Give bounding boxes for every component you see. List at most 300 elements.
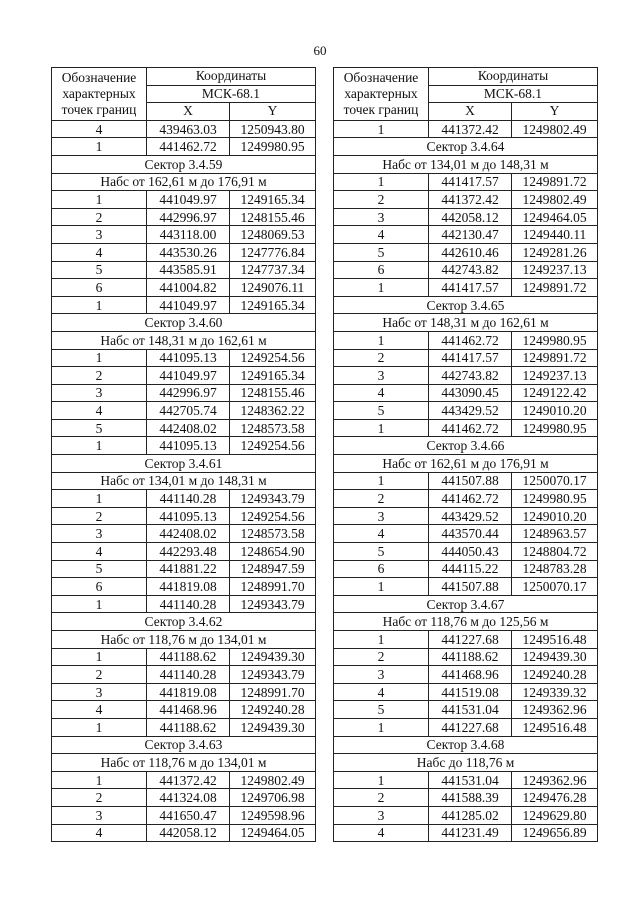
sector-range: Набс до 118,76 м [334, 754, 598, 772]
y-coordinate-cell: 1249254.56 [230, 437, 316, 455]
point-number-cell: 4 [52, 243, 147, 261]
x-coordinate-cell: 443570.44 [429, 525, 512, 543]
point-number-cell: 4 [52, 701, 147, 719]
table-row [334, 718, 598, 736]
x-coordinate-cell: 444050.43 [429, 543, 512, 561]
y-header: Y [230, 103, 316, 121]
x-coordinate-cell: 441188.62 [147, 718, 230, 736]
y-coordinate-cell: 1249476.28 [512, 789, 598, 807]
x-coordinate-cell: 443585.91 [147, 261, 230, 279]
sector-title-row [52, 155, 316, 173]
x-coordinate-cell: 442996.97 [147, 208, 230, 226]
y-coordinate-cell: 1248573.58 [230, 525, 316, 543]
x-coordinate-cell: 441227.68 [429, 718, 512, 736]
y-coordinate-cell: 1249362.96 [512, 771, 598, 789]
x-coordinate-cell: 441227.68 [429, 631, 512, 649]
table-row [334, 472, 598, 490]
point-number-cell: 1 [334, 578, 429, 596]
sector-range-row [52, 173, 316, 191]
x-coordinate-cell: 441372.42 [429, 191, 512, 209]
y-coordinate-cell: 1249706.98 [230, 789, 316, 807]
y-coordinate-cell: 1249165.34 [230, 191, 316, 209]
point-number-cell: 3 [52, 525, 147, 543]
table-row [334, 173, 598, 191]
x-coordinate-cell: 441372.42 [429, 120, 512, 138]
sector-range-row [52, 331, 316, 349]
point-number-cell: 2 [52, 789, 147, 807]
table-row [334, 648, 598, 666]
table-row [334, 806, 598, 824]
sector-range: Набс от 162,61 м до 176,91 м [52, 173, 316, 191]
coordinates-table-right [333, 67, 598, 842]
y-coordinate-cell: 1249891.72 [512, 279, 598, 297]
y-coordinate-cell: 1248947.59 [230, 560, 316, 578]
point-number-cell: 4 [334, 226, 429, 244]
point-number-cell: 6 [52, 578, 147, 596]
x-coordinate-cell: 441588.39 [429, 789, 512, 807]
x-coordinate-cell: 442610.46 [429, 243, 512, 261]
designation-header-line: Обозначение [343, 69, 419, 85]
y-coordinate-cell: 1248804.72 [512, 543, 598, 561]
table-row [52, 261, 316, 279]
x-coordinate-cell: 441650.47 [147, 806, 230, 824]
coords-header: Координаты [147, 68, 316, 86]
y-coordinate-cell: 1248362.22 [230, 402, 316, 420]
table-row [334, 208, 598, 226]
coordinates-table-left-body [52, 120, 316, 841]
point-number-cell: 1 [52, 718, 147, 736]
sector-range: Набс от 148,31 м до 162,61 м [334, 314, 598, 332]
table-row [52, 419, 316, 437]
y-coordinate-cell: 1249439.30 [512, 648, 598, 666]
y-coordinate-cell: 1248573.58 [230, 419, 316, 437]
point-number-cell: 3 [52, 384, 147, 402]
point-number-cell: 3 [334, 666, 429, 684]
y-coordinate-cell: 1249237.13 [512, 261, 598, 279]
point-number-cell: 5 [52, 261, 147, 279]
x-coordinate-cell: 441507.88 [429, 578, 512, 596]
sector-title-row [52, 314, 316, 332]
point-number-cell: 2 [52, 208, 147, 226]
table-row [334, 701, 598, 719]
sector-range: Набс от 118,76 м до 134,01 м [52, 631, 316, 649]
point-number-cell: 2 [52, 507, 147, 525]
y-coordinate-cell: 1248155.46 [230, 208, 316, 226]
y-coordinate-cell: 1249343.79 [230, 595, 316, 613]
table-row [334, 226, 598, 244]
x-coordinate-cell: 441468.96 [429, 666, 512, 684]
point-number-cell: 3 [334, 806, 429, 824]
point-number-cell: 4 [52, 120, 147, 138]
x-coordinate-cell: 443429.52 [429, 402, 512, 420]
x-coordinate-cell: 441188.62 [429, 648, 512, 666]
x-coordinate-cell: 441531.04 [429, 771, 512, 789]
point-number-cell: 4 [334, 525, 429, 543]
point-number-cell: 6 [334, 261, 429, 279]
x-coordinate-cell: 441140.28 [147, 595, 230, 613]
y-coordinate-cell: 1249362.96 [512, 701, 598, 719]
designation-header-line: точек границ [61, 101, 137, 117]
y-coordinate-cell: 1249010.20 [512, 402, 598, 420]
point-number-cell: 4 [52, 543, 147, 561]
point-number-cell: 5 [334, 243, 429, 261]
point-number-cell: 2 [334, 349, 429, 367]
sector-range-row [334, 613, 598, 631]
coords-system-header: МСК-68.1 [147, 85, 316, 103]
y-coordinate-cell: 1249281.26 [512, 243, 598, 261]
table-row [52, 402, 316, 420]
page-number: 60 [313, 43, 327, 58]
table-row [334, 419, 598, 437]
point-number-cell: 5 [334, 701, 429, 719]
table-row [334, 120, 598, 138]
y-coordinate-cell: 1249440.11 [512, 226, 598, 244]
table-row [52, 560, 316, 578]
table-row [52, 296, 316, 314]
sector-title-row [334, 138, 598, 156]
y-coordinate-cell: 1249464.05 [230, 824, 316, 842]
table-row [334, 331, 598, 349]
table-row [52, 578, 316, 596]
sector-range: Набс от 162,61 м до 176,91 м [334, 455, 598, 473]
point-number-cell: 1 [52, 490, 147, 508]
coords-system-header: МСК-68.1 [429, 85, 598, 103]
sector-title-row [52, 613, 316, 631]
x-coordinate-cell: 443530.26 [147, 243, 230, 261]
sector-range: Набс от 118,76 м до 134,01 м [52, 754, 316, 772]
point-number-cell: 2 [52, 367, 147, 385]
sector-title: Сектор 3.4.61 [52, 455, 316, 473]
y-coordinate-cell: 1249516.48 [512, 718, 598, 736]
sector-range: Набс от 148,31 м до 162,61 м [52, 331, 316, 349]
y-coordinate-cell: 1249656.89 [512, 824, 598, 842]
table-row [52, 384, 316, 402]
y-coordinate-cell: 1249802.49 [512, 191, 598, 209]
sector-title: Сектор 3.4.62 [52, 613, 316, 631]
point-number-cell: 3 [52, 806, 147, 824]
x-coordinate-cell: 441095.13 [147, 349, 230, 367]
x-coordinate-cell: 443090.45 [429, 384, 512, 402]
table-row [52, 191, 316, 209]
y-coordinate-cell: 1249254.56 [230, 349, 316, 367]
table-row [334, 789, 598, 807]
y-coordinate-cell: 1249891.72 [512, 349, 598, 367]
y-coordinate-cell: 1249439.30 [230, 648, 316, 666]
point-number-cell: 1 [52, 437, 147, 455]
x-coordinate-cell: 441049.97 [147, 367, 230, 385]
point-number-cell: 1 [52, 648, 147, 666]
designation-header [334, 68, 429, 121]
table-row [334, 560, 598, 578]
x-coordinate-cell: 442743.82 [429, 367, 512, 385]
sector-title-row [334, 595, 598, 613]
table-row [334, 631, 598, 649]
sector-range-row [52, 631, 316, 649]
x-coordinate-cell: 441140.28 [147, 666, 230, 684]
y-coordinate-cell: 1249980.95 [230, 138, 316, 156]
point-number-cell: 1 [334, 331, 429, 349]
point-number-cell: 1 [52, 349, 147, 367]
x-coordinate-cell: 442408.02 [147, 419, 230, 437]
sector-title-row [52, 455, 316, 473]
point-number-cell: 5 [334, 543, 429, 561]
table-row [334, 771, 598, 789]
designation-header-line: характерных [62, 85, 136, 101]
point-number-cell: 4 [52, 402, 147, 420]
sector-range: Набс от 118,76 м до 125,56 м [334, 613, 598, 631]
point-number-cell: 4 [334, 384, 429, 402]
x-coordinate-cell: 442293.48 [147, 543, 230, 561]
table-row [52, 648, 316, 666]
x-coordinate-cell: 441507.88 [429, 472, 512, 490]
y-coordinate-cell: 1249240.28 [512, 666, 598, 684]
table-row [334, 543, 598, 561]
table-row [334, 402, 598, 420]
y-coordinate-cell: 1249516.48 [512, 631, 598, 649]
point-number-cell: 1 [52, 771, 147, 789]
y-coordinate-cell: 1248991.70 [230, 683, 316, 701]
table-row [52, 279, 316, 297]
table-row [52, 138, 316, 156]
y-coordinate-cell: 1249439.30 [230, 718, 316, 736]
designation-header-line: Обозначение [61, 69, 137, 85]
table-row [334, 824, 598, 842]
y-coordinate-cell: 1249165.34 [230, 367, 316, 385]
table-row [334, 525, 598, 543]
table-row [334, 367, 598, 385]
sector-title-row [334, 437, 598, 455]
point-number-cell: 1 [334, 631, 429, 649]
y-coordinate-cell: 1249010.20 [512, 507, 598, 525]
x-coordinate-cell: 441285.02 [429, 806, 512, 824]
y-coordinate-cell: 1249339.32 [512, 683, 598, 701]
sector-title: Сектор 3.4.67 [334, 595, 598, 613]
sector-title: Сектор 3.4.59 [52, 155, 316, 173]
x-header: X [429, 103, 512, 121]
point-number-cell: 6 [52, 279, 147, 297]
table-row [52, 771, 316, 789]
point-number-cell: 5 [52, 419, 147, 437]
point-number-cell: 3 [52, 683, 147, 701]
coords-header: Координаты [429, 68, 598, 86]
point-number-cell: 1 [334, 120, 429, 138]
x-coordinate-cell: 441372.42 [147, 771, 230, 789]
x-header: X [147, 103, 230, 121]
x-coordinate-cell: 441531.04 [429, 701, 512, 719]
point-number-cell: 1 [334, 472, 429, 490]
x-coordinate-cell: 441140.28 [147, 490, 230, 508]
point-number-cell: 2 [334, 648, 429, 666]
point-number-cell: 1 [334, 279, 429, 297]
y-coordinate-cell: 1249629.80 [512, 806, 598, 824]
table-row [52, 437, 316, 455]
x-coordinate-cell: 444115.22 [429, 560, 512, 578]
sector-title: Сектор 3.4.64 [334, 138, 598, 156]
x-coordinate-cell: 442408.02 [147, 525, 230, 543]
x-coordinate-cell: 443118.00 [147, 226, 230, 244]
coordinates-table-left [51, 67, 316, 842]
point-number-cell: 3 [334, 507, 429, 525]
point-number-cell: 4 [334, 683, 429, 701]
y-coordinate-cell: 1249598.96 [230, 806, 316, 824]
point-number-cell: 5 [52, 560, 147, 578]
sector-title: Сектор 3.4.63 [52, 736, 316, 754]
sector-range-row [334, 314, 598, 332]
point-number-cell: 1 [52, 296, 147, 314]
y-coordinate-cell: 1248783.28 [512, 560, 598, 578]
x-coordinate-cell: 441462.72 [429, 331, 512, 349]
y-coordinate-cell: 1249076.11 [230, 279, 316, 297]
x-coordinate-cell: 439463.03 [147, 120, 230, 138]
point-number-cell: 1 [334, 173, 429, 191]
point-number-cell: 3 [334, 367, 429, 385]
x-coordinate-cell: 441188.62 [147, 648, 230, 666]
table-row [334, 683, 598, 701]
table-row [52, 806, 316, 824]
table-row [52, 243, 316, 261]
sector-title: Сектор 3.4.65 [334, 296, 598, 314]
sector-range-row [52, 472, 316, 490]
table-row [334, 384, 598, 402]
coordinates-table-right-body [334, 120, 598, 841]
sector-title: Сектор 3.4.68 [334, 736, 598, 754]
table-row [334, 578, 598, 596]
table-row [52, 507, 316, 525]
sector-range-row [52, 754, 316, 772]
point-number-cell: 1 [52, 595, 147, 613]
x-coordinate-cell: 442996.97 [147, 384, 230, 402]
point-number-cell: 2 [334, 191, 429, 209]
sector-range-row [334, 155, 598, 173]
x-coordinate-cell: 441881.22 [147, 560, 230, 578]
y-coordinate-cell: 1249802.49 [230, 771, 316, 789]
point-number-cell: 1 [334, 771, 429, 789]
sector-title: Сектор 3.4.66 [334, 437, 598, 455]
x-coordinate-cell: 442058.12 [147, 824, 230, 842]
table-row [52, 595, 316, 613]
table-row [52, 525, 316, 543]
table-row [52, 824, 316, 842]
point-number-cell: 5 [334, 402, 429, 420]
x-coordinate-cell: 441462.72 [429, 490, 512, 508]
x-coordinate-cell: 442705.74 [147, 402, 230, 420]
table-row [52, 349, 316, 367]
y-coordinate-cell: 1249980.95 [512, 490, 598, 508]
x-coordinate-cell: 441049.97 [147, 296, 230, 314]
point-number-cell: 2 [334, 490, 429, 508]
x-coordinate-cell: 441004.82 [147, 279, 230, 297]
table-row [334, 349, 598, 367]
table-row [52, 789, 316, 807]
point-number-cell: 3 [334, 208, 429, 226]
table-row [52, 208, 316, 226]
y-coordinate-cell: 1249891.72 [512, 173, 598, 191]
x-coordinate-cell: 441519.08 [429, 683, 512, 701]
sector-title-row [334, 296, 598, 314]
table-row [52, 120, 316, 138]
sector-range-row [334, 754, 598, 772]
sector-range: Набс от 134,01 м до 148,31 м [52, 472, 316, 490]
y-coordinate-cell: 1249464.05 [512, 208, 598, 226]
table-row [334, 490, 598, 508]
y-coordinate-cell: 1249240.28 [230, 701, 316, 719]
sector-range: Набс от 134,01 м до 148,31 м [334, 155, 598, 173]
y-coordinate-cell: 1248963.57 [512, 525, 598, 543]
sector-title-row [334, 736, 598, 754]
y-coordinate-cell: 1250070.17 [512, 472, 598, 490]
table-row [334, 279, 598, 297]
point-number-cell: 4 [334, 824, 429, 842]
sector-title: Сектор 3.4.60 [52, 314, 316, 332]
x-coordinate-cell: 442058.12 [429, 208, 512, 226]
y-coordinate-cell: 1249980.95 [512, 419, 598, 437]
y-coordinate-cell: 1249802.49 [512, 120, 598, 138]
table-row [334, 191, 598, 209]
y-coordinate-cell: 1249165.34 [230, 296, 316, 314]
x-coordinate-cell: 441095.13 [147, 437, 230, 455]
table-row [334, 507, 598, 525]
y-coordinate-cell: 1248069.53 [230, 226, 316, 244]
table-row [334, 261, 598, 279]
x-coordinate-cell: 441819.08 [147, 578, 230, 596]
x-coordinate-cell: 441417.57 [429, 279, 512, 297]
designation-header [52, 68, 147, 121]
x-coordinate-cell: 441049.97 [147, 191, 230, 209]
x-coordinate-cell: 441819.08 [147, 683, 230, 701]
y-coordinate-cell: 1249343.79 [230, 666, 316, 684]
x-coordinate-cell: 441417.57 [429, 173, 512, 191]
y-coordinate-cell: 1250070.17 [512, 578, 598, 596]
y-coordinate-cell: 1247776.84 [230, 243, 316, 261]
y-coordinate-cell: 1247737.34 [230, 261, 316, 279]
sector-range-row [334, 455, 598, 473]
y-coordinate-cell: 1249343.79 [230, 490, 316, 508]
point-number-cell: 2 [52, 666, 147, 684]
point-number-cell: 1 [52, 138, 147, 156]
point-number-cell: 4 [52, 824, 147, 842]
y-coordinate-cell: 1248654.90 [230, 543, 316, 561]
y-coordinate-cell: 1248155.46 [230, 384, 316, 402]
x-coordinate-cell: 441462.72 [429, 419, 512, 437]
x-coordinate-cell: 442743.82 [429, 261, 512, 279]
point-number-cell: 1 [334, 419, 429, 437]
y-header: Y [512, 103, 598, 121]
point-number-cell: 1 [52, 191, 147, 209]
y-coordinate-cell: 1248991.70 [230, 578, 316, 596]
designation-header-line: точек границ [343, 101, 419, 117]
point-number-cell: 3 [52, 226, 147, 244]
point-number-cell: 6 [334, 560, 429, 578]
table-row [52, 226, 316, 244]
x-coordinate-cell: 441468.96 [147, 701, 230, 719]
x-coordinate-cell: 441095.13 [147, 507, 230, 525]
table-row [52, 490, 316, 508]
x-coordinate-cell: 443429.52 [429, 507, 512, 525]
x-coordinate-cell: 441417.57 [429, 349, 512, 367]
y-coordinate-cell: 1249254.56 [230, 507, 316, 525]
x-coordinate-cell: 442130.47 [429, 226, 512, 244]
designation-header-line: характерных [344, 85, 418, 101]
x-coordinate-cell: 441231.49 [429, 824, 512, 842]
y-coordinate-cell: 1249980.95 [512, 331, 598, 349]
x-coordinate-cell: 441324.08 [147, 789, 230, 807]
table-row [52, 718, 316, 736]
table-row [52, 683, 316, 701]
table-row [52, 543, 316, 561]
x-coordinate-cell: 441462.72 [147, 138, 230, 156]
y-coordinate-cell: 1249122.42 [512, 384, 598, 402]
point-number-cell: 2 [334, 789, 429, 807]
